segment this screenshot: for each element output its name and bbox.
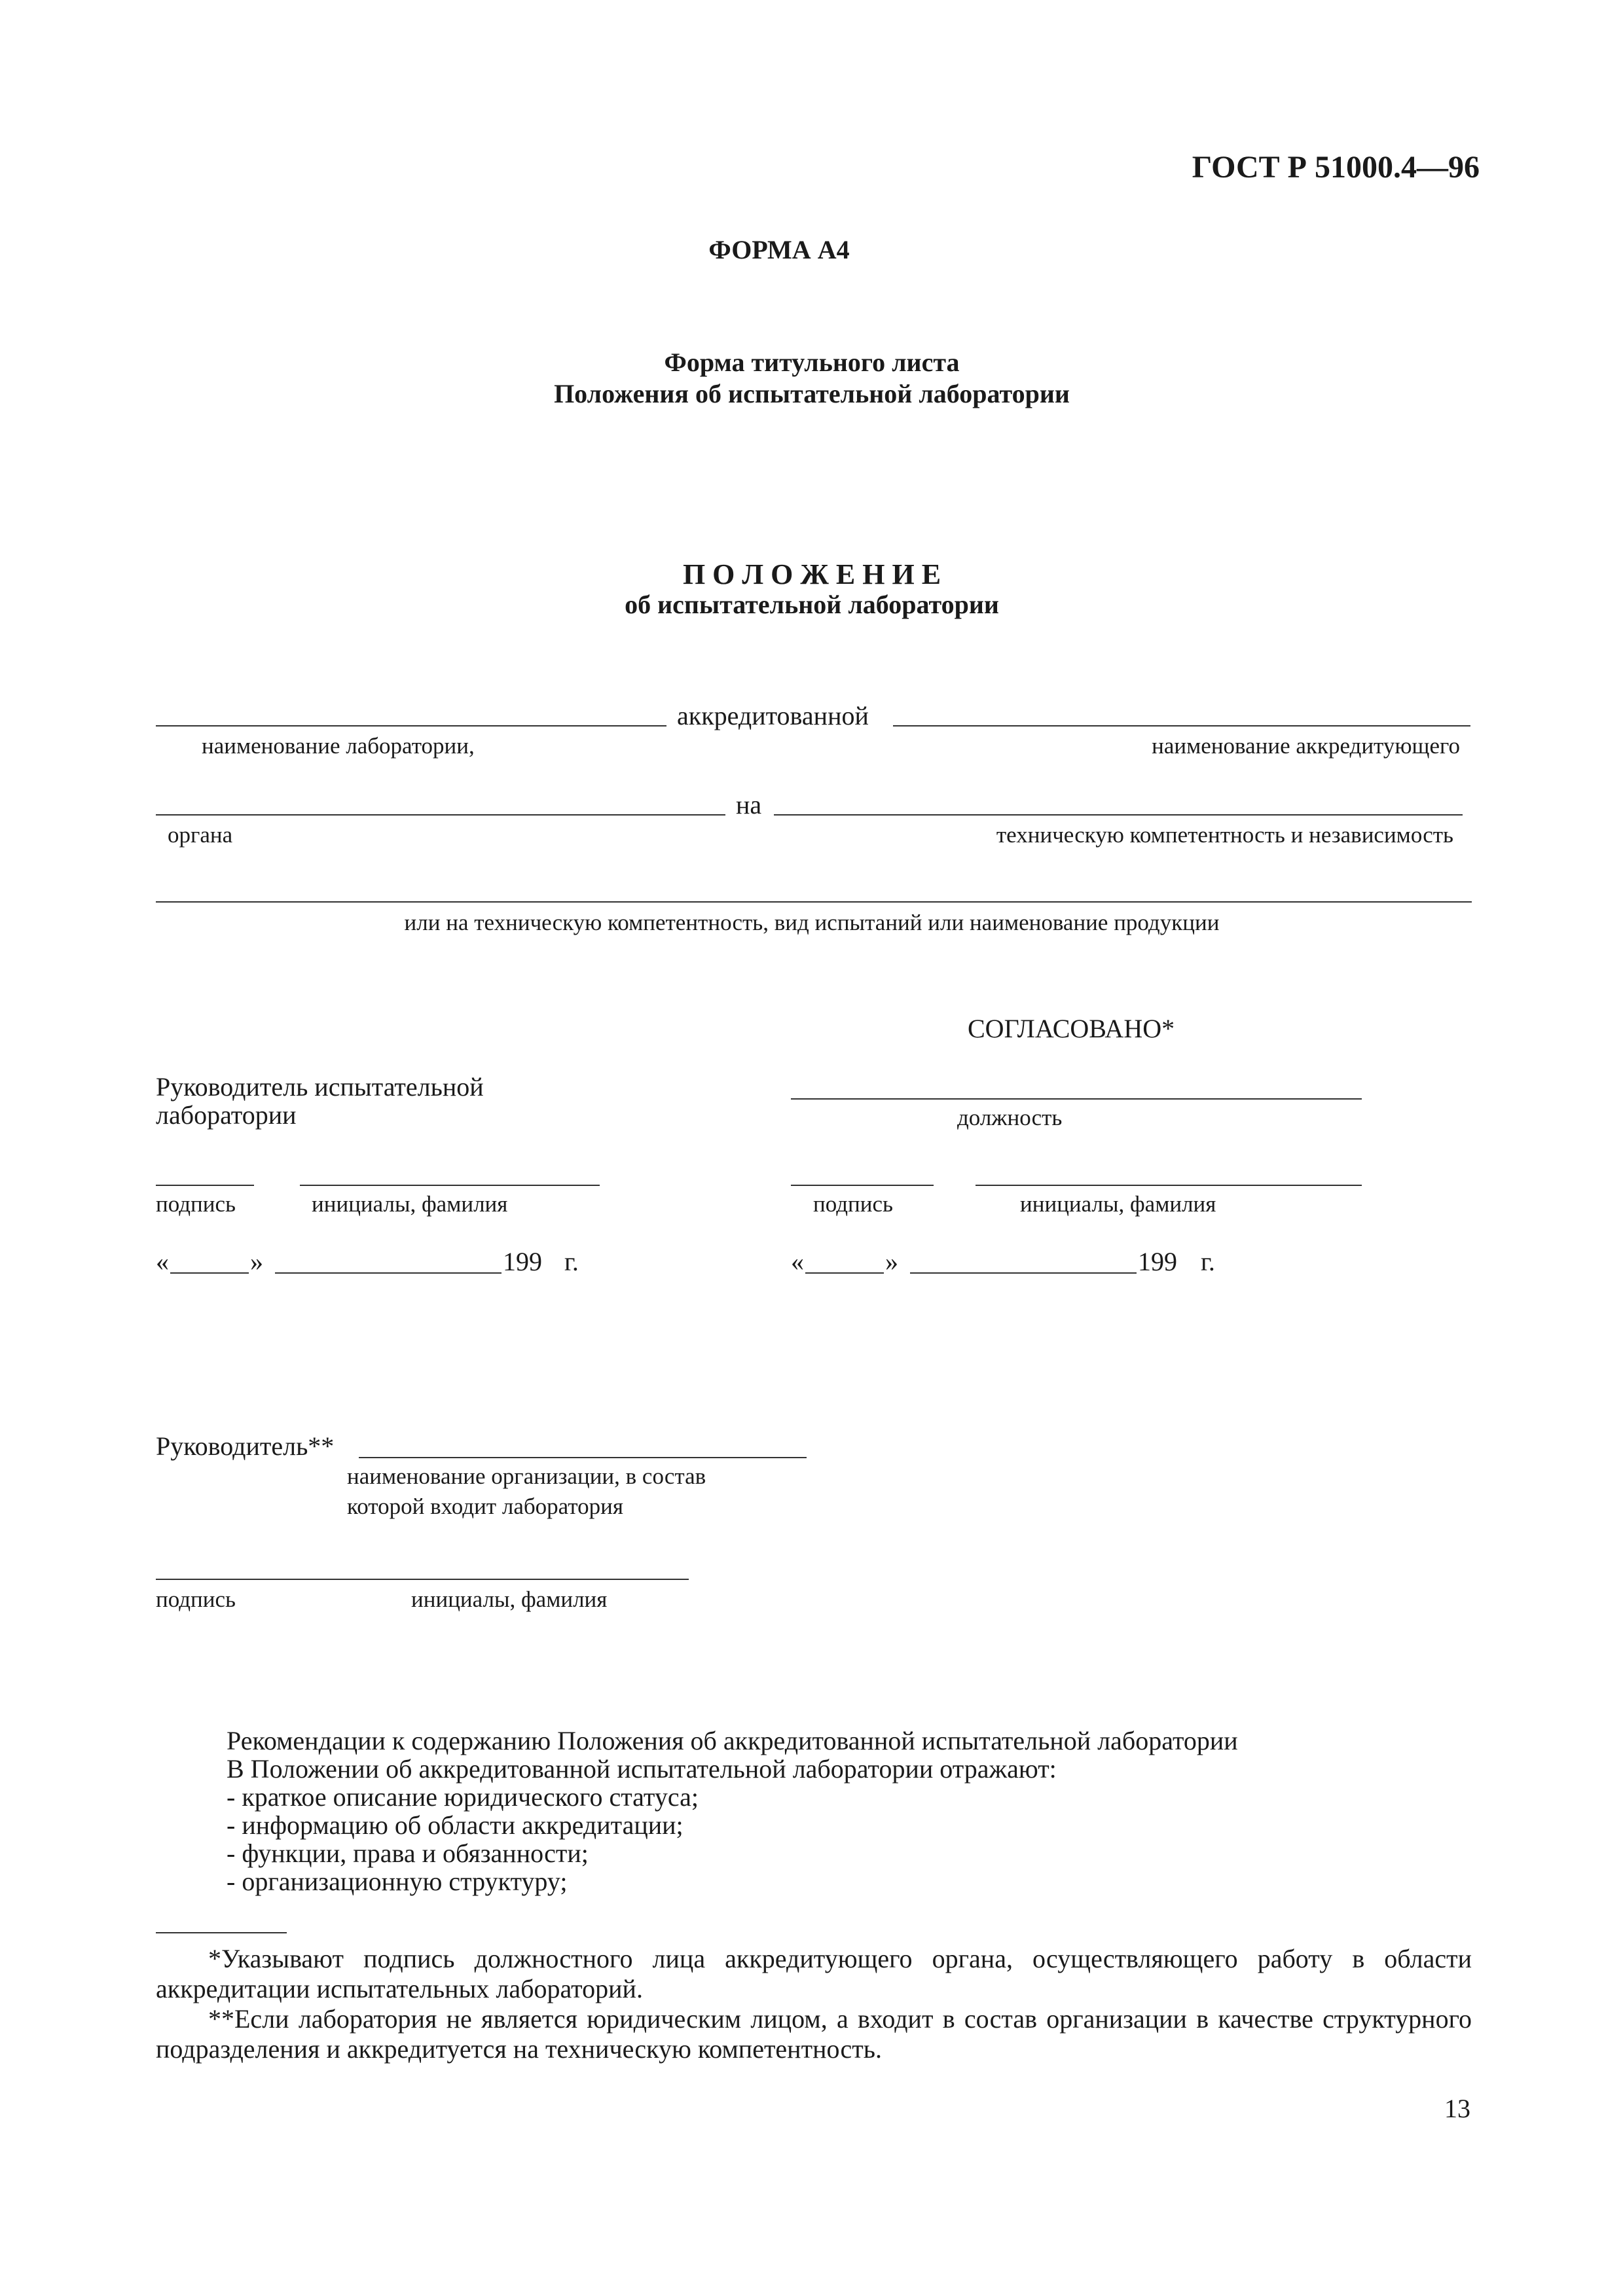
form-label: ФОРМА А4 [708,235,850,264]
org-name-field[interactable] [359,1457,807,1458]
agreed-date-open: « [791,1247,804,1276]
org-caption-line1: наименование организации, в состав [347,1463,706,1489]
lab-head-day-field[interactable] [170,1272,249,1274]
competence-caption: техническую компетентность и независимость [996,822,1453,848]
agreed-signature-caption: подпись [813,1191,893,1217]
lab-head-initials-caption: инициалы, фамилия [312,1191,508,1217]
scope-field[interactable] [156,901,1472,903]
recommendations-heading: Рекомендации к содержанию Положения об аккредитованной испытательной лаборатории [227,1726,1238,1755]
org-head-signature-caption: подпись [156,1587,236,1612]
list-item: - информацию об области аккредитации; [227,1810,684,1840]
agreed-label: СОГЛАСОВАНО* [968,1014,1175,1043]
org-head-signature-field[interactable] [156,1579,689,1580]
organ-field[interactable] [156,814,725,816]
accrediting-caption: наименование аккредитующего [1152,733,1460,759]
lab-head-year-suffix: г. [564,1247,579,1276]
recommendations-intro: В Положении об аккредитованной испытательной лаборатории отражают: [227,1754,1057,1784]
lab-name-field[interactable] [156,725,666,726]
lab-head-signature-field[interactable] [156,1185,254,1186]
footnote-separator [156,1932,287,1933]
agreed-day-field[interactable] [805,1272,884,1274]
lab-head-line1: Руководитель испытательной [156,1072,484,1102]
form-title-line2: Положения об испытательной лаборатории [554,379,1070,408]
standard-number: ГОСТ Р 51000.4—96 [1192,150,1480,185]
lab-head-date-close: » [250,1247,263,1276]
scope-caption: или на техническую компетентность, вид испытаний или наименование продукции [404,910,1220,935]
accredited-label: аккредитованной [677,701,869,730]
lab-head-month-field[interactable] [275,1272,501,1274]
lab-head-line2: лаборатории [156,1100,297,1130]
lab-head-signature-caption: подпись [156,1191,236,1217]
agreed-initials-field[interactable] [976,1185,1362,1186]
position-field[interactable] [791,1098,1362,1100]
lab-name-caption: наименование лаборатории, [202,733,475,759]
agreed-initials-caption: инициалы, фамилия [1020,1191,1216,1217]
document-title: П О Л О Ж Е Н И Е [682,558,941,590]
org-head-label: Руководитель** [156,1431,335,1461]
list-item: - организационную структуру; [227,1867,568,1896]
list-item: - краткое описание юридического статуса; [227,1782,699,1812]
accrediting-body-field[interactable] [893,725,1470,726]
org-head-initials-caption: инициалы, фамилия [411,1587,608,1612]
agreed-month-field[interactable] [910,1272,1137,1274]
org-caption-line2: которой входит лаборатория [347,1494,623,1519]
lab-head-year: 199 [503,1247,542,1276]
footnote-1: *Указывают подпись должностного лица аккредитующего органа, осуществляющего работу в области аккредитации испытательных лабораторий. [156,1944,1472,2003]
on-label: на [736,790,762,819]
competence-field[interactable] [774,814,1463,816]
lab-head-initials-field[interactable] [300,1185,600,1186]
agreed-year-suffix: г. [1201,1247,1215,1276]
document-subtitle: об испытательной лаборатории [625,590,999,619]
agreed-year: 199 [1138,1247,1177,1276]
footnote-2: **Если лаборатория не является юридическим лицом, а входит в состав организации в качестве структурного подразделения и аккредитуется на техническую компетентность. [156,2004,1472,2064]
lab-head-date-open: « [156,1247,169,1276]
position-caption: должность [957,1105,1063,1130]
list-item: - функции, права и обязанности; [227,1839,589,1868]
organ-caption: органа [168,822,233,848]
form-title-line1: Форма титульного листа [664,348,960,377]
agreed-date-close: » [885,1247,898,1276]
page-number: 13 [1444,2094,1470,2123]
agreed-signature-field[interactable] [791,1185,934,1186]
